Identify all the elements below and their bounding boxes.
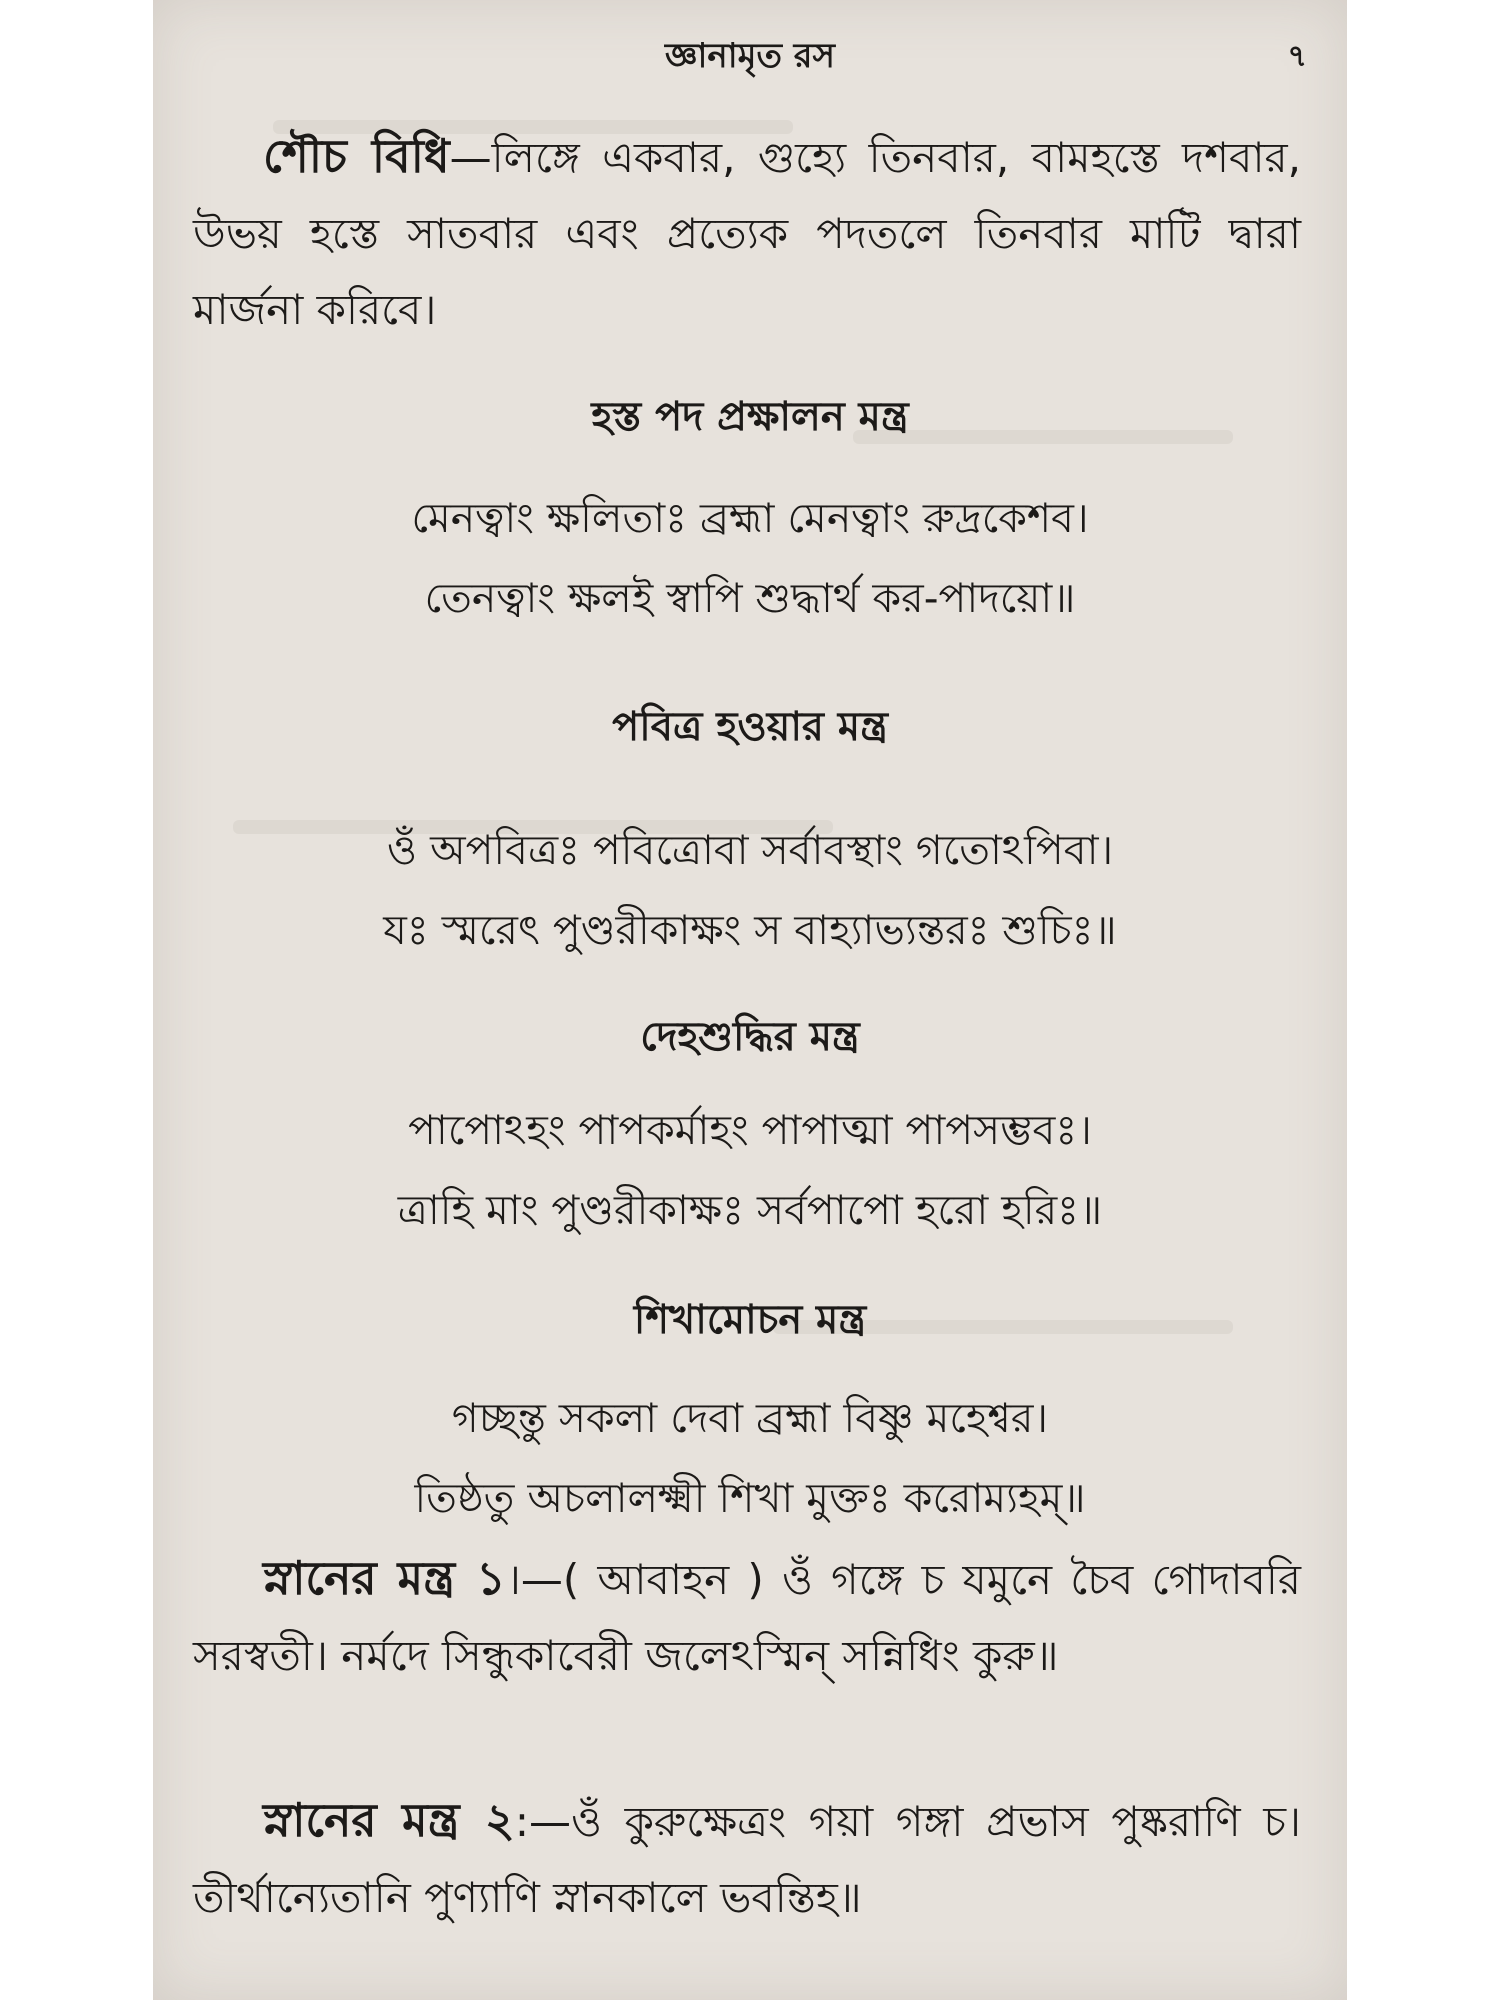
snan-mantra-1-lead: স্নানের মন্ত্র ১ (263, 1551, 506, 1605)
section-heading: পবিত্র হওয়ার মন্ত্র (612, 704, 888, 750)
verse-line: গচ্ছন্তু সকলা দেবা ব্রহ্মা বিষ্ণু মহেশ্বর। (451, 1394, 1049, 1442)
verse-block (153, 810, 1347, 970)
shauch-text: —লিঙ্গে একবার, গুহ্যে তিনবার, বামহস্তে দশবার, উভয় হস্তে সাতবার এবং প্রত্যেক পদতলে তিনবার মাটি দ্বারা মার্জনা করিবে। (193, 133, 1301, 334)
book-page (153, 0, 1347, 2000)
section-heading: শিখামোচন মন্ত্র (633, 1297, 867, 1343)
snan-mantra-2-paragraph (193, 1782, 1301, 1936)
snan-mantra-1-text: ।—( আবাহন ) ওঁ গঙ্গে চ যমুনে চৈব গোদাবরি সরস্বতী। নর্মদে সিন্ধুকাবেরী জলেঽস্মিন্ সন্নিধিং কুরু॥ (193, 1555, 1301, 1680)
verse-line: তিষ্ঠতু অচলালক্ষ্মী শিখা মুক্তঃ করোম্যহম্॥ (414, 1474, 1086, 1522)
verse-block (153, 478, 1347, 638)
verse-line: ওঁ অপবিত্রঃ পবিত্রোবা সর্বাবস্থাং গতোঽপিবা। (386, 826, 1114, 874)
verse-line: মেনত্বাং ক্ষলিতাঃ ব্রহ্মা মেনত্বাং রুদ্রকেশব। (411, 494, 1089, 542)
shauch-paragraph (193, 118, 1301, 348)
section-heading: দেহশুদ্ধির মন্ত্র (640, 1014, 860, 1060)
verse-line: যঃ স্মরেৎ পুণ্ডরীকাক্ষং স বাহ্যাভ্যন্তরঃ শুচিঃ॥ (383, 906, 1117, 954)
section-heading: হস্ত পদ প্রক্ষালন মন্ত্র (591, 394, 909, 440)
verse-line: ত্রাহি মাং পুণ্ডরীকাক্ষঃ সর্বপাপো হরো হরিঃ॥ (397, 1186, 1103, 1234)
verse-line: পাপোঽহং পাপকর্মাহং পাপাত্মা পাপসম্ভবঃ। (408, 1106, 1092, 1154)
snan-mantra-1-paragraph (193, 1540, 1301, 1694)
verse-block (153, 1090, 1347, 1250)
verse-block (153, 1378, 1347, 1538)
running-title: জ্ঞানামৃত রস (665, 36, 835, 76)
verse-line: তেনত্বাং ক্ষলই স্বাপি শুদ্ধার্থ কর-পাদয়ো॥ (424, 574, 1076, 622)
page-number: ৭ (1287, 39, 1307, 74)
snan-mantra-2-text: :—ওঁ কুরুক্ষেত্রং গয়া গঙ্গা প্রভাস পুষ্করাণি চ। তীর্থান্যেতানি পুণ্যাণি স্নানকালে ভবন্তিহ॥ (193, 1797, 1302, 1922)
shauch-lead: শৌচ বিধি (263, 129, 450, 183)
snan-mantra-2-lead: স্নানের মন্ত্র ২ (263, 1793, 515, 1847)
